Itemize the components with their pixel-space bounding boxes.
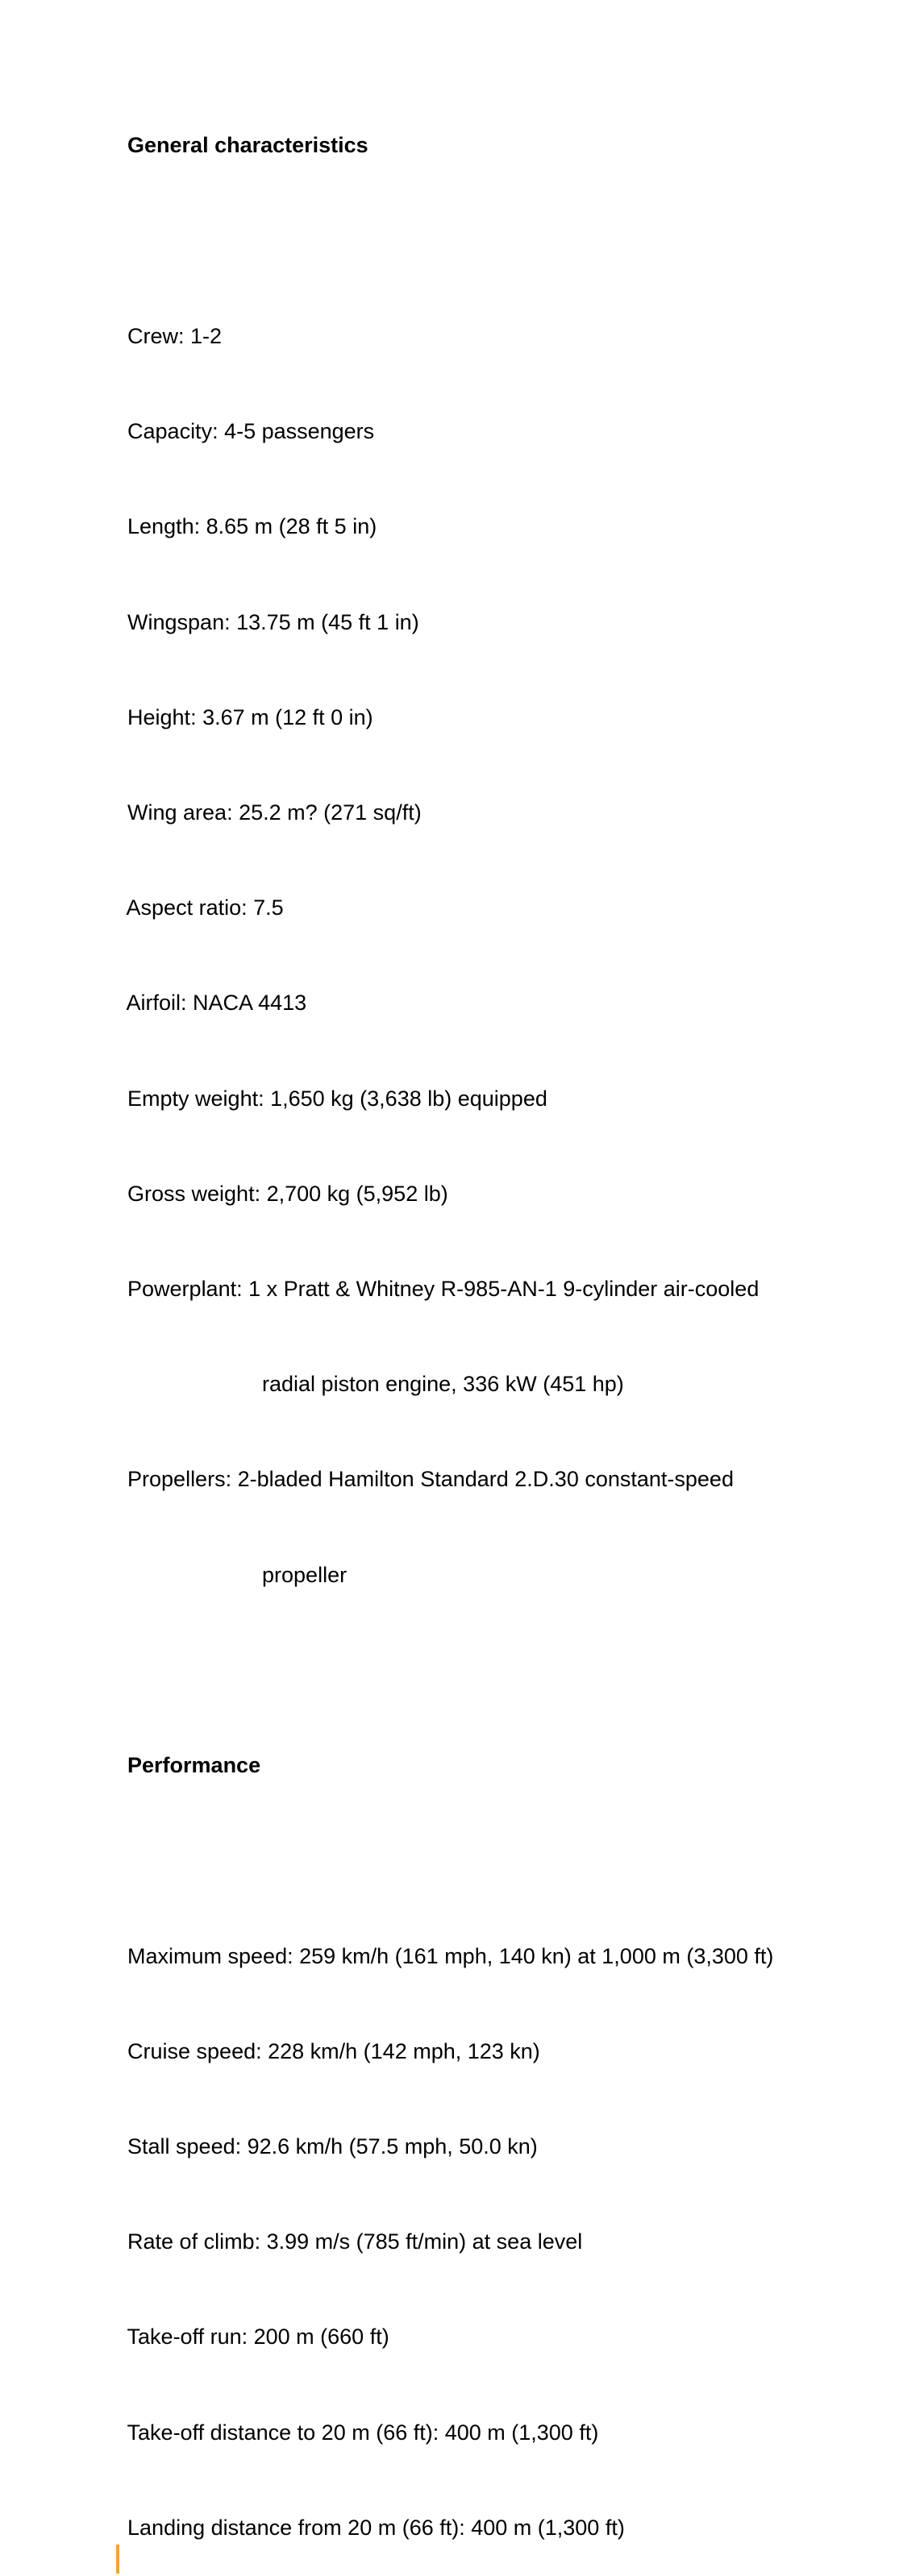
- text-line: [103, 1432, 892, 1527]
- line-text: Crew: 1-2: [127, 323, 223, 348]
- line-text: Capacity: 4-5 passengers: [127, 419, 375, 444]
- line-text: Stall speed: 92.6 km/h (57.5 mph, 50.0 kn): [127, 2134, 538, 2158]
- line-text: Powerplant: 1 x Pratt & Whitney R-985-AN-1 9-cylinder air-cooled: [127, 1277, 760, 1302]
- text-line: [103, 1527, 892, 1622]
- line-text: Cruise speed: 228 km/h (142 mph, 123 kn): [127, 2038, 540, 2063]
- text-line: [103, 575, 892, 670]
- text-line: [103, 1337, 892, 1432]
- text-line: [103, 766, 892, 861]
- section-heading: [103, 98, 892, 193]
- line-text: Maximum speed: 259 km/h (161 mph, 140 kn) at 1,000 m (3,300 ft): [127, 1943, 774, 1968]
- line-text: General characteristics: [127, 133, 368, 158]
- line-text: Take-off distance to 20 m (66 ft): 400 m (1,300 ft): [127, 2420, 599, 2445]
- line-text: Aspect ratio: 7.5: [126, 895, 284, 920]
- line-text: Landing distance from 20 m (66 ft): 400 m (1,300 ft): [127, 2515, 625, 2540]
- text-line: [103, 2195, 892, 2290]
- text-cursor-caret: [116, 2545, 119, 2574]
- text-line: [103, 1051, 892, 1146]
- line-text: Height: 3.67 m (12 ft 0 in): [127, 704, 373, 729]
- text-line: [103, 2480, 892, 2575]
- text-line: [103, 1146, 892, 1241]
- line-text: Wingspan: 13.75 m (45 ft 1 in): [127, 609, 419, 634]
- text-line: [103, 2004, 892, 2099]
- line-text: radial piston engine, 336 kW (451 hp): [262, 1372, 624, 1397]
- text-line: [103, 1242, 892, 1337]
- text-line: [103, 1623, 892, 1718]
- text-line: [103, 956, 892, 1051]
- section-heading: [103, 1718, 892, 1814]
- text-line: [103, 2385, 892, 2480]
- text-line: [103, 1814, 892, 1909]
- text-line: [103, 861, 892, 956]
- line-text: Airfoil: NACA 4413: [126, 991, 307, 1016]
- line-text: Wing area: 25.2 m? (271 sq/ft): [127, 800, 422, 825]
- line-text: Empty weight: 1,650 kg (3,638 lb) equipped: [127, 1086, 547, 1111]
- text-line: [103, 2100, 892, 2195]
- line-text: Propellers: 2-bladed Hamilton Standard 2.D.30 constant-speed: [127, 1467, 734, 1492]
- line-text: Length: 8.65 m (28 ft 5 in): [127, 514, 377, 539]
- text-line: [103, 1909, 892, 2004]
- text-line: [103, 670, 892, 765]
- text-line: [103, 193, 892, 289]
- text-line: [103, 480, 892, 575]
- line-text: Take-off run: 200 m (660 ft): [127, 2325, 389, 2350]
- text-line: [103, 289, 892, 384]
- text-line: [103, 2290, 892, 2385]
- text-line: [103, 384, 892, 480]
- line-text: Performance: [127, 1753, 261, 1778]
- line-text: propeller: [262, 1562, 348, 1587]
- line-text: Rate of climb: 3.99 m/s (785 ft/min) at sea level: [127, 2229, 583, 2254]
- line-text: Gross weight: 2,700 kg (5,952 lb): [127, 1181, 448, 1206]
